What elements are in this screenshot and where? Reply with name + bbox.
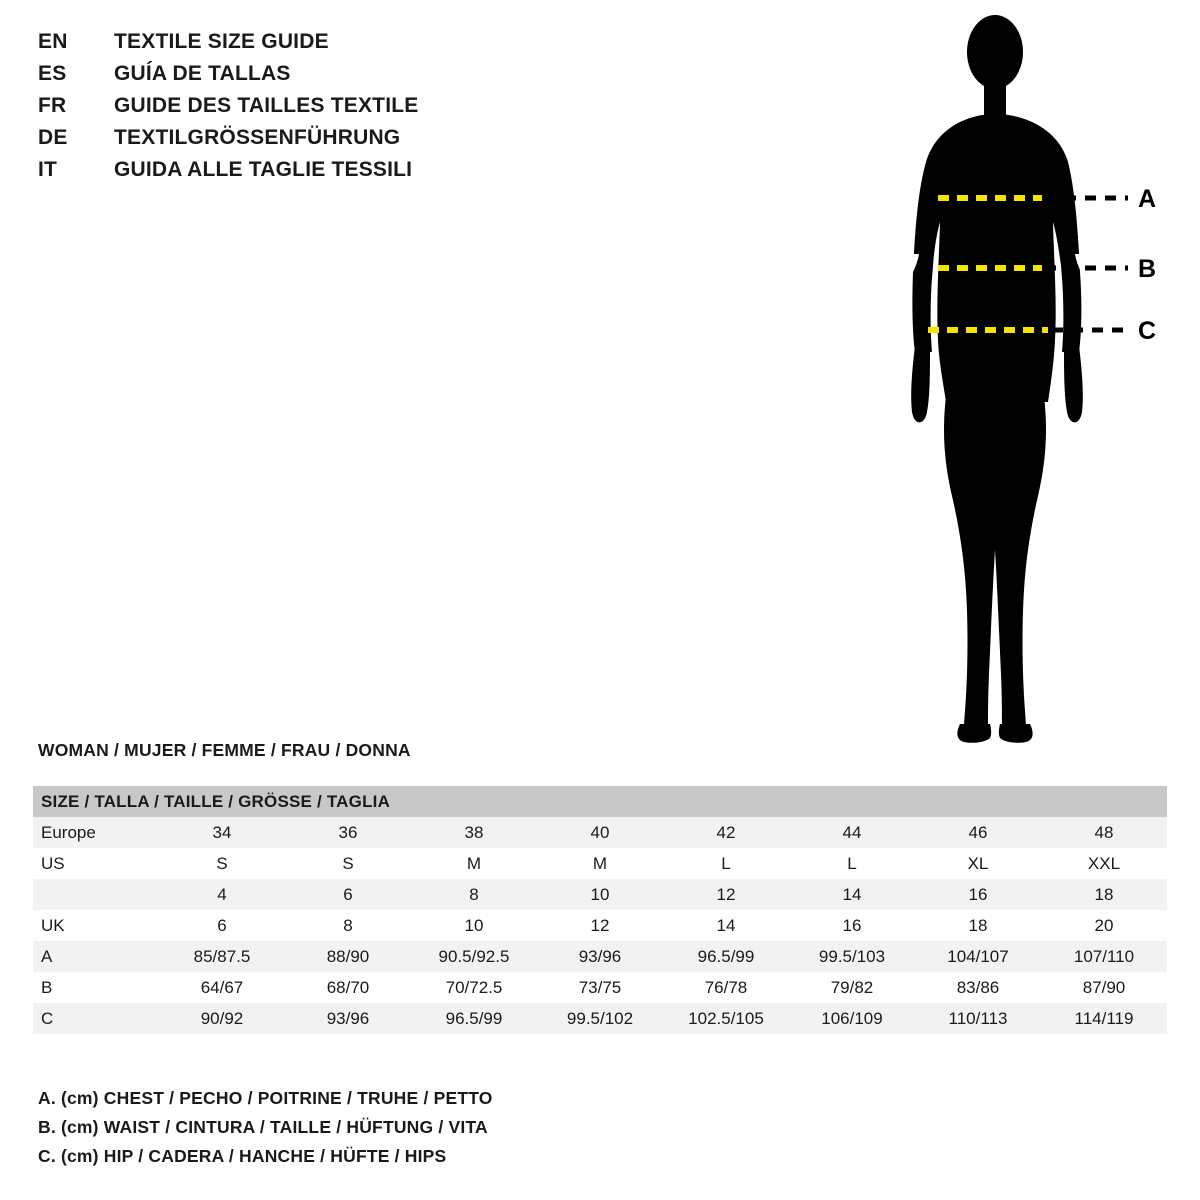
table-cell: 83/86 xyxy=(915,972,1041,1003)
table-cell: 99.5/102 xyxy=(537,1003,663,1034)
legend-row-c: C. (cm) HIP / CADERA / HANCHE / HÜFTE / HIPS xyxy=(38,1146,447,1166)
table-cell: 93/96 xyxy=(537,941,663,972)
size-chart-table xyxy=(33,786,1167,1034)
table-cell: 6 xyxy=(159,910,285,941)
title-row xyxy=(38,62,598,94)
table-cell: 46 xyxy=(915,817,1041,848)
table-cell: L xyxy=(789,848,915,879)
table-cell: 40 xyxy=(537,817,663,848)
table-cell: 104/107 xyxy=(915,941,1041,972)
table-cell: 85/87.5 xyxy=(159,941,285,972)
title-row xyxy=(38,30,598,62)
section-label: WOMAN / MUJER / FEMME / FRAU / DONNA xyxy=(38,740,411,760)
table-cell: 90/92 xyxy=(159,1003,285,1034)
title-text: GUIDA ALLE TAGLIE TESSILI xyxy=(114,158,413,181)
table-cell: 96.5/99 xyxy=(411,1003,537,1034)
table-cell: 99.5/103 xyxy=(789,941,915,972)
table-row xyxy=(33,879,1167,910)
table-cell: 73/75 xyxy=(537,972,663,1003)
table-row xyxy=(33,848,1167,879)
table-header-row xyxy=(33,786,1167,817)
table-cell: 64/67 xyxy=(159,972,285,1003)
table-cell: S xyxy=(159,848,285,879)
title-text: GUÍA DE TALLAS xyxy=(114,62,291,85)
table-cell: 14 xyxy=(663,910,789,941)
title-row xyxy=(38,158,598,190)
table-cell: 18 xyxy=(1041,879,1167,910)
table-cell: 114/119 xyxy=(1041,1003,1167,1034)
table-cell: 14 xyxy=(789,879,915,910)
table-cell: M xyxy=(411,848,537,879)
table-cell: 102.5/105 xyxy=(663,1003,789,1034)
table-cell: 6 xyxy=(285,879,411,910)
table-header-label: SIZE / TALLA / TAILLE / GRÖSSE / TAGLIA xyxy=(33,786,1167,817)
row-label: A xyxy=(33,941,159,972)
title-language-code: ES xyxy=(38,62,67,85)
table-row xyxy=(33,817,1167,848)
table-cell: 70/72.5 xyxy=(411,972,537,1003)
table-row xyxy=(33,1003,1167,1034)
row-label: B xyxy=(33,972,159,1003)
legend-row-b: B. (cm) WAIST / CINTURA / TAILLE / HÜFTUNG / VITA xyxy=(38,1117,488,1137)
table-cell: 16 xyxy=(789,910,915,941)
table-cell: 106/109 xyxy=(789,1003,915,1034)
table-cell: 10 xyxy=(411,910,537,941)
title-language-code: DE xyxy=(38,126,68,149)
measurement-legend xyxy=(38,1088,738,1175)
title-text: GUIDE DES TAILLES TEXTILE xyxy=(114,94,419,117)
table-cell: 8 xyxy=(411,879,537,910)
title-language-code: EN xyxy=(38,30,68,53)
title-row xyxy=(38,126,598,158)
table-cell: 79/82 xyxy=(789,972,915,1003)
table-cell: 107/110 xyxy=(1041,941,1167,972)
table-cell: 76/78 xyxy=(663,972,789,1003)
table-cell: 12 xyxy=(537,910,663,941)
row-label xyxy=(33,879,159,910)
row-label: Europe xyxy=(33,817,159,848)
row-label: US xyxy=(33,848,159,879)
table-row xyxy=(33,972,1167,1003)
table-cell: 4 xyxy=(159,879,285,910)
table-cell: L xyxy=(663,848,789,879)
table-row xyxy=(33,910,1167,941)
table-row xyxy=(33,941,1167,972)
table-cell: 36 xyxy=(285,817,411,848)
table-cell: 110/113 xyxy=(915,1003,1041,1034)
row-label: C xyxy=(33,1003,159,1034)
table-cell: 68/70 xyxy=(285,972,411,1003)
table-cell: 48 xyxy=(1041,817,1167,848)
table-cell: 18 xyxy=(915,910,1041,941)
marker-label-b: B xyxy=(1138,255,1157,283)
title-text: TEXTILGRÖSSENFÜHRUNG xyxy=(114,126,401,149)
table-cell: 38 xyxy=(411,817,537,848)
title-language-code: IT xyxy=(38,158,58,181)
table-cell: 20 xyxy=(1041,910,1167,941)
table-cell: M xyxy=(537,848,663,879)
title-row xyxy=(38,94,598,126)
table-cell: 90.5/92.5 xyxy=(411,941,537,972)
title-text: TEXTILE SIZE GUIDE xyxy=(114,30,329,53)
table-cell: 8 xyxy=(285,910,411,941)
marker-label-c: C xyxy=(1138,317,1157,345)
table-cell: 88/90 xyxy=(285,941,411,972)
table-cell: XL xyxy=(915,848,1041,879)
table-cell: 87/90 xyxy=(1041,972,1167,1003)
female-silhouette-icon xyxy=(911,15,1083,743)
table-cell: 10 xyxy=(537,879,663,910)
body-measurement-figure xyxy=(860,10,1190,750)
legend-row-a: A. (cm) CHEST / PECHO / POITRINE / TRUHE / PETTO xyxy=(38,1088,493,1108)
title-block xyxy=(38,30,598,190)
table-cell: 96.5/99 xyxy=(663,941,789,972)
table-cell: 93/96 xyxy=(285,1003,411,1034)
table-cell: 44 xyxy=(789,817,915,848)
table-cell: 16 xyxy=(915,879,1041,910)
row-label: UK xyxy=(33,910,159,941)
table-cell: 42 xyxy=(663,817,789,848)
table-cell: XXL xyxy=(1041,848,1167,879)
marker-label-a: A xyxy=(1138,185,1157,213)
table-cell: 34 xyxy=(159,817,285,848)
title-language-code: FR xyxy=(38,94,67,117)
table-cell: 12 xyxy=(663,879,789,910)
table-cell: S xyxy=(285,848,411,879)
